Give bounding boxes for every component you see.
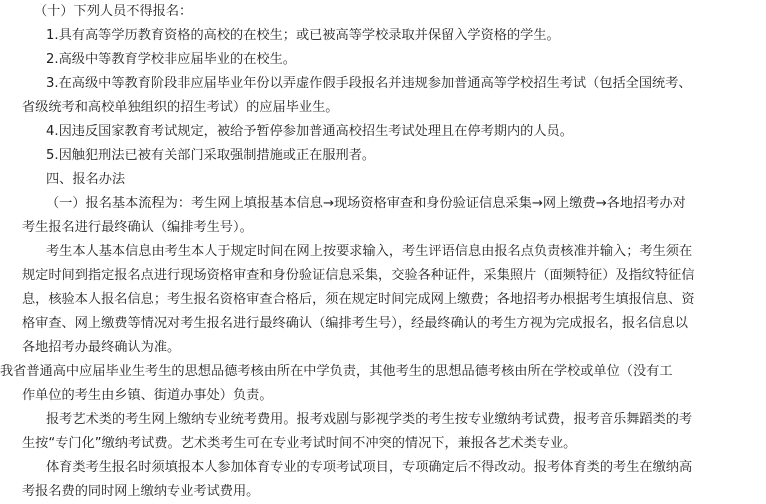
paragraph-arts-fees: 报考艺术类的考生网上缴纳专业统考费用。报考戏剧与影视学类的考生按专业缴纳考试费，报考音乐舞蹈类的考 [46,412,693,427]
paragraph-basic-info-5: 各地招考办最终确认为准。 [22,340,181,355]
ineligible-item-3-cont: 省级统考和高校单独组织的招生考试）的应届毕业生。 [22,100,339,115]
ineligible-item-4: 4.因违反国家教育考试规定，被给予暂停参加普通高校招生考试处理且在停考期内的人员。 [46,124,573,139]
ineligible-item-3: 3.在高级中等教育阶段非应届毕业年份以弄虚作假手段报名并违规参加普通高等学校招生考试（包括全国统考、 [46,76,692,91]
ineligible-item-5: 5.因触犯刑法已被有关部门采取强制措施或正在服刑者。 [46,148,376,163]
section-heading-registration: 四、报名办法 [46,172,126,187]
paragraph-basic-info-3: 息，核验本人报名信息；考生报名资格审查合格后，须在规定时间完成网上缴费；各地招考办根据考生填报信息、资 [22,292,695,307]
ineligible-item-1: 1.具有高等学历教育资格的高校的在校生；或已被高等学校录取并保留入学资格的学生。 [46,28,560,43]
registration-process: （一）报名基本流程为：考生网上填报基本信息→现场资格审查和身份验证信息采集→网上缴费→各地招考办对 [46,196,686,211]
paragraph-basic-info: 考生本人基本信息由考生本人于规定时间在网上按要求输入，考生评语信息由报名点负责核准并输入；考生须在 [46,244,693,259]
paragraph-arts-fees-2: 生按“专门化”缴纳考试费。艺术类考生可在专业考试时间不冲突的情况下，兼报各艺术类专业。 [22,436,577,451]
section-heading-ineligible: （十）下列人员不得报名： [34,4,193,19]
paragraph-moral-assessment: 我省普通高中应届毕业生考生的思想品德考核由所在中学负责，其他考生的思想品德考核由所在学校或单位（没有工 [0,364,673,379]
paragraph-sports: 体育类考生报名时须填报本人参加体育专业的专项考试项目，专项确定后不得改动。报考体育类的考生在缴纳高 [46,460,693,475]
paragraph-sports-2: 考报名费的同时网上缴纳专业考试费用。 [22,484,260,499]
ineligible-item-2: 2.高级中等教育学校非应届毕业的在校生。 [46,52,296,67]
paragraph-basic-info-2: 规定时间到指定报名点进行现场资格审查和身份验证信息采集，交验各种证件，采集照片（面频特征）及指纹特征信 [22,268,695,283]
registration-process-cont: 考生报名进行最终确认（编排考生号）。 [22,220,253,235]
paragraph-basic-info-4: 格审查、网上缴费等情况对考生报名进行最终确认（编排考生号），经最终确认的考生方视为完成报名，报名信息以 [22,316,688,331]
paragraph-moral-assessment-2: 作单位的考生由乡镇、街道办事处）负责。 [22,388,273,403]
